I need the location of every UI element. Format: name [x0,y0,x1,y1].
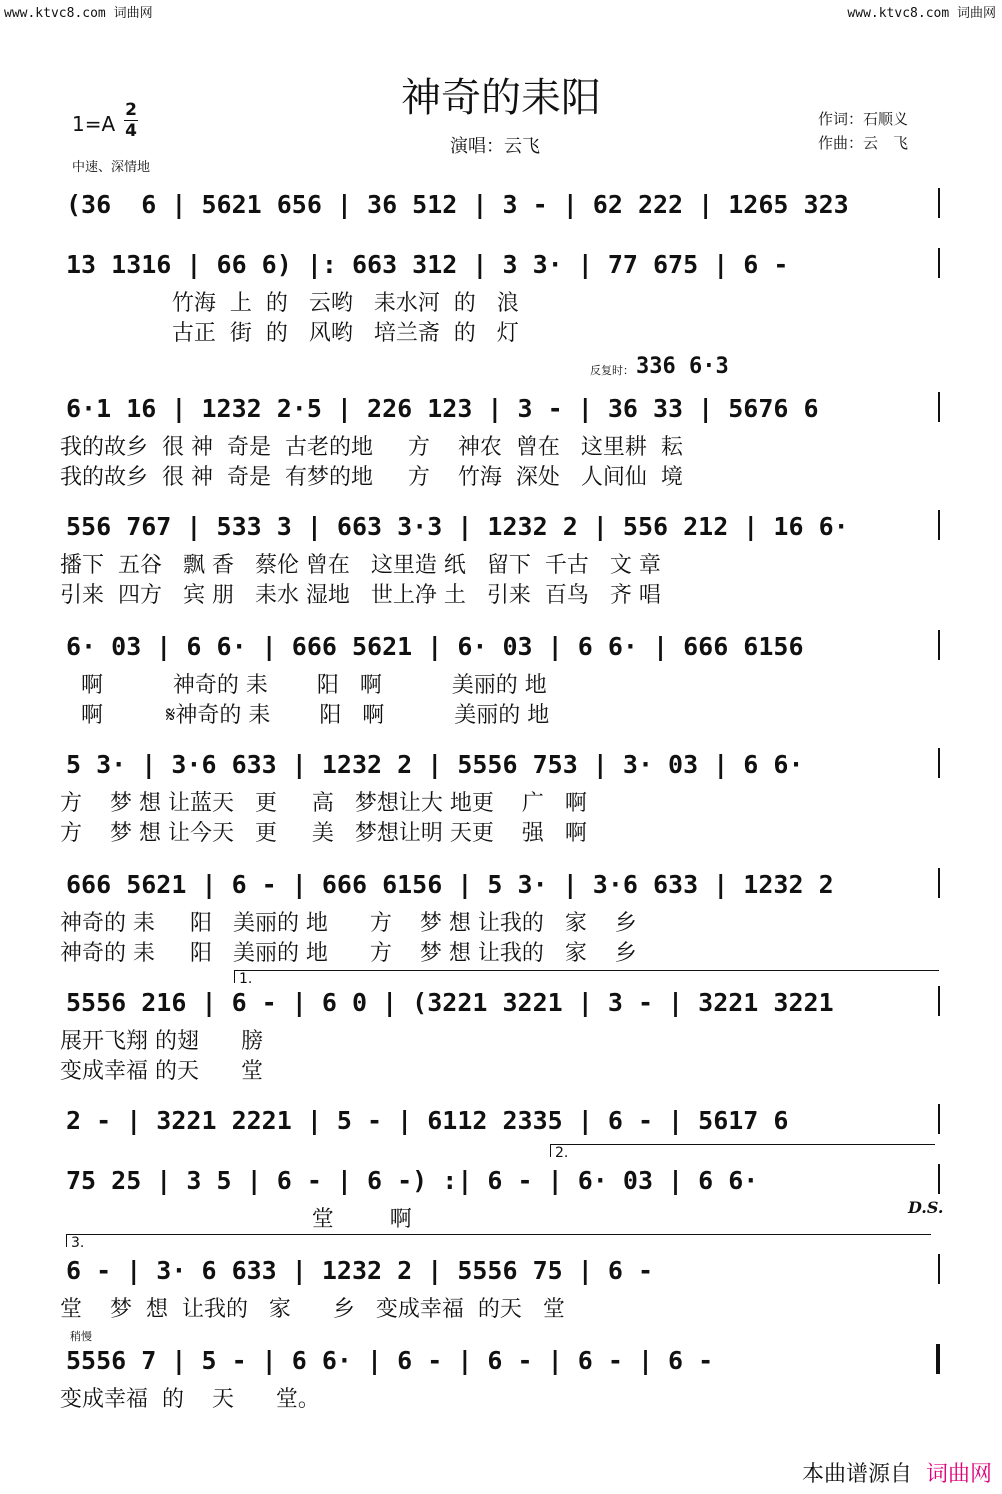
lyrics-verse-1: 啊 神奇的 耒 阳 啊 美丽的 地 [60,673,547,698]
lyrics-verse-1: 堂 啊 [60,1207,412,1232]
notes: 2 - | 3221 2221 | 5 - | 6112 2335 | 6 - | 5617 6 [66,1106,789,1135]
watermark-left: www.ktvc8.com 词曲网 [4,6,153,21]
song-title: 神奇的耒阳 [401,75,601,121]
notes: 75 25 | 3 5 | 6 - | 6 -) :| 6 - | 6· 03 | 6 6· [66,1166,759,1195]
ds-mark: D.S. [908,1198,944,1217]
footer [802,1457,992,1488]
singer: 演唱：云飞 [450,136,540,157]
footer-source: 本曲谱源自 [801,1462,912,1487]
watermark-right: www.ktvc8.com 词曲网 [847,6,996,21]
lyrics-verse-2: 方 梦 想 让今天 更 美 梦想让明 天更 强 啊 [60,821,587,846]
notes: 6· 03 | 6 6· | 666 5621 | 6· 03 | 6 6· | 666 6156 [66,632,804,661]
slow-mark: 稍慢 [70,1330,92,1343]
notes: 6·1 16 | 1232 2·5 | 226 123 | 3 - | 36 33 | 5676 6 [66,394,819,423]
notes: 5 3· | 3·6 633 | 1232 2 | 5556 753 | 3· 03 | 6 6· [66,750,804,779]
lyricist: 作词：石顺义 [818,110,909,128]
lyrics-verse-1: 展开飞翔 的翅 膀 [60,1029,263,1054]
key-signature: 1=A [72,112,116,136]
volta-3: 3. [66,1234,931,1247]
lyrics-verse-1: 堂 梦 想 让我的 家 乡 变成幸福 的天 堂 [60,1297,565,1322]
notes: (36 6 | 5621 656 | 36 512 | 3 - | 62 222 | 1265 323 [66,190,849,219]
lyrics-verse-1: 方 梦 想 让蓝天 更 高 梦想让大 地更 广 啊 [60,791,587,816]
repeat-alt-notes: 336 6·3 [636,354,729,379]
volta-2: 2. [550,1144,935,1157]
tempo-mark: 中速、深情地 [72,160,151,175]
lyrics-verse-2: 我的故乡 很 神 奇是 有梦的地 方 竹海 深处 人间仙 境 [60,465,683,490]
lyrics-verse-1: 神奇的 耒 阳 美丽的 地 方 梦 想 让我的 家 乡 [60,911,637,936]
lyrics-verse-1: 变成幸福 的 天 堂。 [60,1387,320,1412]
lyrics-verse-2: 变成幸福 的天 堂 [60,1059,263,1084]
lyrics-verse-2: 古正 街 的 风哟 培兰斋 的 灯 [60,321,519,346]
composer: 作曲：云 飞 [818,134,909,152]
lyrics-verse-1: 我的故乡 很 神 奇是 古老的地 方 神农 曾在 这里耕 耘 [60,435,683,460]
repeat-note: 反复时： [590,364,634,377]
time-bottom: 4 [125,121,137,141]
notes: 5556 7 | 5 - | 6 6· | 6 - | 6 - | 6 - | 6 - [66,1346,714,1375]
notes: 556 767 | 533 3 | 663 3·3 | 1232 2 | 556 212 | 16 6· [66,512,849,541]
notes: 6 - | 3· 6 633 | 1232 2 | 5556 75 | 6 - [66,1256,653,1285]
time-top: 2 [125,100,137,120]
lyrics-verse-2: 啊 𝄋神奇的 耒 阳 啊 美丽的 地 [60,703,550,728]
lyrics-verse-2: 神奇的 耒 阳 美丽的 地 方 梦 想 让我的 家 乡 [60,941,637,966]
lyrics-verse-1: 竹海 上 的 云哟 耒水河 的 浪 [60,291,519,316]
footer-brand[interactable]: 词曲网 [925,1462,992,1487]
lyrics-verse-1: 播下 五谷 飘 香 蔡伦 曾在 这里造 纸 留下 千古 文 章 [60,553,661,578]
time-signature [124,100,138,141]
notes: 13 1316 | 66 6) |: 663 312 | 3 3· | 77 675 | 6 - [66,250,789,279]
lyrics-verse-2: 引来 四方 宾 朋 耒水 湿地 世上净 土 引来 百鸟 齐 唱 [60,583,661,608]
notes: 666 5621 | 6 - | 666 6156 | 5 3· | 3·6 633 | 1232 2 [66,870,834,899]
volta-1: 1. [234,970,939,983]
notes: 5556 216 | 6 - | 6 0 | (3221 3221 | 3 - | 3221 3221 [66,988,834,1017]
